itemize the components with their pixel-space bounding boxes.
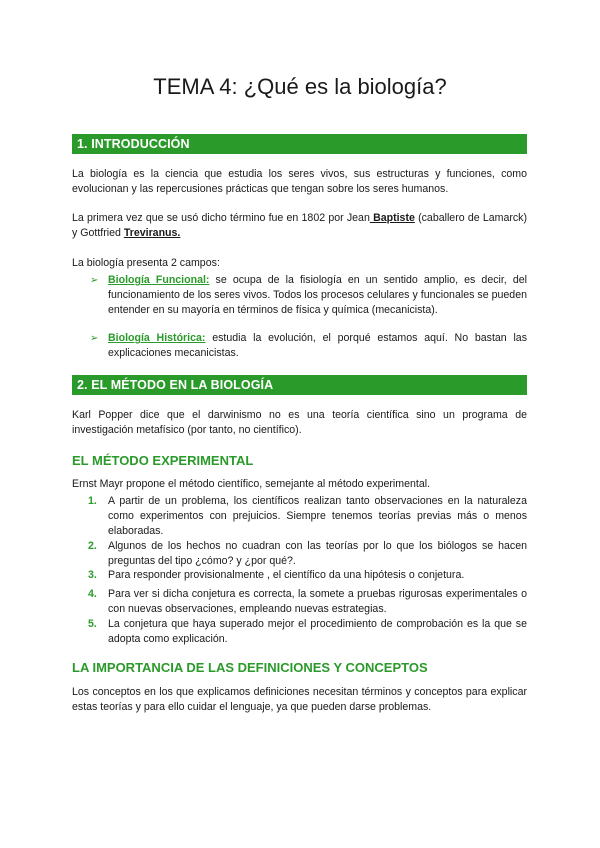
- step-text: A partir de un problema, los científicos realizan tanto observaciones en la naturaleza como experimentos con prejuicios. Siempre tenemos teorías previas más o menos elaboradas.: [108, 495, 527, 537]
- field-description: [108, 273, 527, 318]
- step-number: 3.: [88, 569, 97, 581]
- list-item: [72, 617, 527, 647]
- history-paragraph: [72, 211, 527, 241]
- field-description: [108, 331, 527, 361]
- list-item: [90, 273, 527, 318]
- history-text-2: (caballero de Lamarck) y Gottfried: [72, 212, 528, 239]
- step-text: Para responder provisionalmente , el científico da una hipótesis o conjetura.: [108, 569, 465, 581]
- list-item: [72, 568, 527, 583]
- list-item: [72, 494, 527, 539]
- list-item: [72, 539, 527, 569]
- name-treviranus: Treviranus.: [123, 227, 181, 239]
- arrow-bullet-icon: ➢: [90, 333, 99, 344]
- concepts-paragraph: Los conceptos en los que explicamos definiciones necesitan términos y conceptos para explicar estas teorías y para ello cuidar el lenguaje, ya que pueden darse problemas.: [72, 686, 527, 713]
- step-text: La conjetura que haya superado mejor el procedimiento de comprobación es la que se adopta como explicación.: [108, 618, 527, 645]
- field-text: estudia la evolución, el porqué estamos aquí. No bastan las explicaciones mecanicistas.: [108, 332, 527, 359]
- step-number: 4.: [88, 588, 97, 600]
- section-heading-introduccion: 1. INTRODUCCIÓN: [72, 134, 527, 154]
- name-baptiste: Baptiste: [369, 212, 415, 224]
- popper-paragraph: Karl Popper dice que el darwinismo no es una teoría científica sino un programa de investigación metafísico (por tanto, no científico).: [72, 409, 527, 436]
- step-text: Para ver si dicha conjetura es correcta, la somete a pruebas rigurosas experimentales o con nuevas observaciones, empleando nuevas estrategias.: [108, 588, 527, 615]
- field-name: Biología Funcional:: [108, 274, 210, 286]
- list-item: [72, 587, 527, 617]
- subheading-definiciones: LA IMPORTANCIA DE LAS DEFINICIONES Y CONCEPTOS: [72, 660, 428, 675]
- subheading-metodo-experimental: EL MÉTODO EXPERIMENTAL: [72, 453, 254, 468]
- field-text: se ocupa de la fisiología en un sentido amplio, es decir, del funcionamiento de los seres vivos. Todos los procesos celulares y funcionales se pueden entender en su mayoría en términos de física y química (mecanicista).: [108, 274, 527, 316]
- step-number: 1.: [88, 495, 97, 507]
- fields-intro: La biología presenta 2 campos:: [72, 257, 220, 269]
- arrow-bullet-icon: ➢: [90, 275, 99, 286]
- step-number: 2.: [88, 540, 97, 552]
- list-item: [90, 331, 527, 361]
- history-text-1: La primera vez que se usó dicho término fue en 1802 por Jean: [72, 212, 370, 224]
- section-heading-metodo: 2. EL MÉTODO EN LA BIOLOGÍA: [72, 375, 527, 395]
- field-name: Biología Histórica:: [108, 332, 206, 344]
- page-title: TEMA 4: ¿Qué es la biología?: [153, 74, 447, 99]
- step-number: 5.: [88, 618, 97, 630]
- mayr-paragraph: Ernst Mayr propone el método científico, semejante al método experimental.: [72, 478, 431, 490]
- step-text: Algunos de los hechos no cuadran con las teorías por lo que los biólogos se hacen preguntas del tipo ¿cómo? y ¿por qué?.: [108, 540, 527, 567]
- intro-paragraph: La biología es la ciencia que estudia los seres vivos, sus estructuras y funciones, como evolucionan y las repercusiones prácticas que tengan sobre los seres humanos.: [72, 168, 527, 195]
